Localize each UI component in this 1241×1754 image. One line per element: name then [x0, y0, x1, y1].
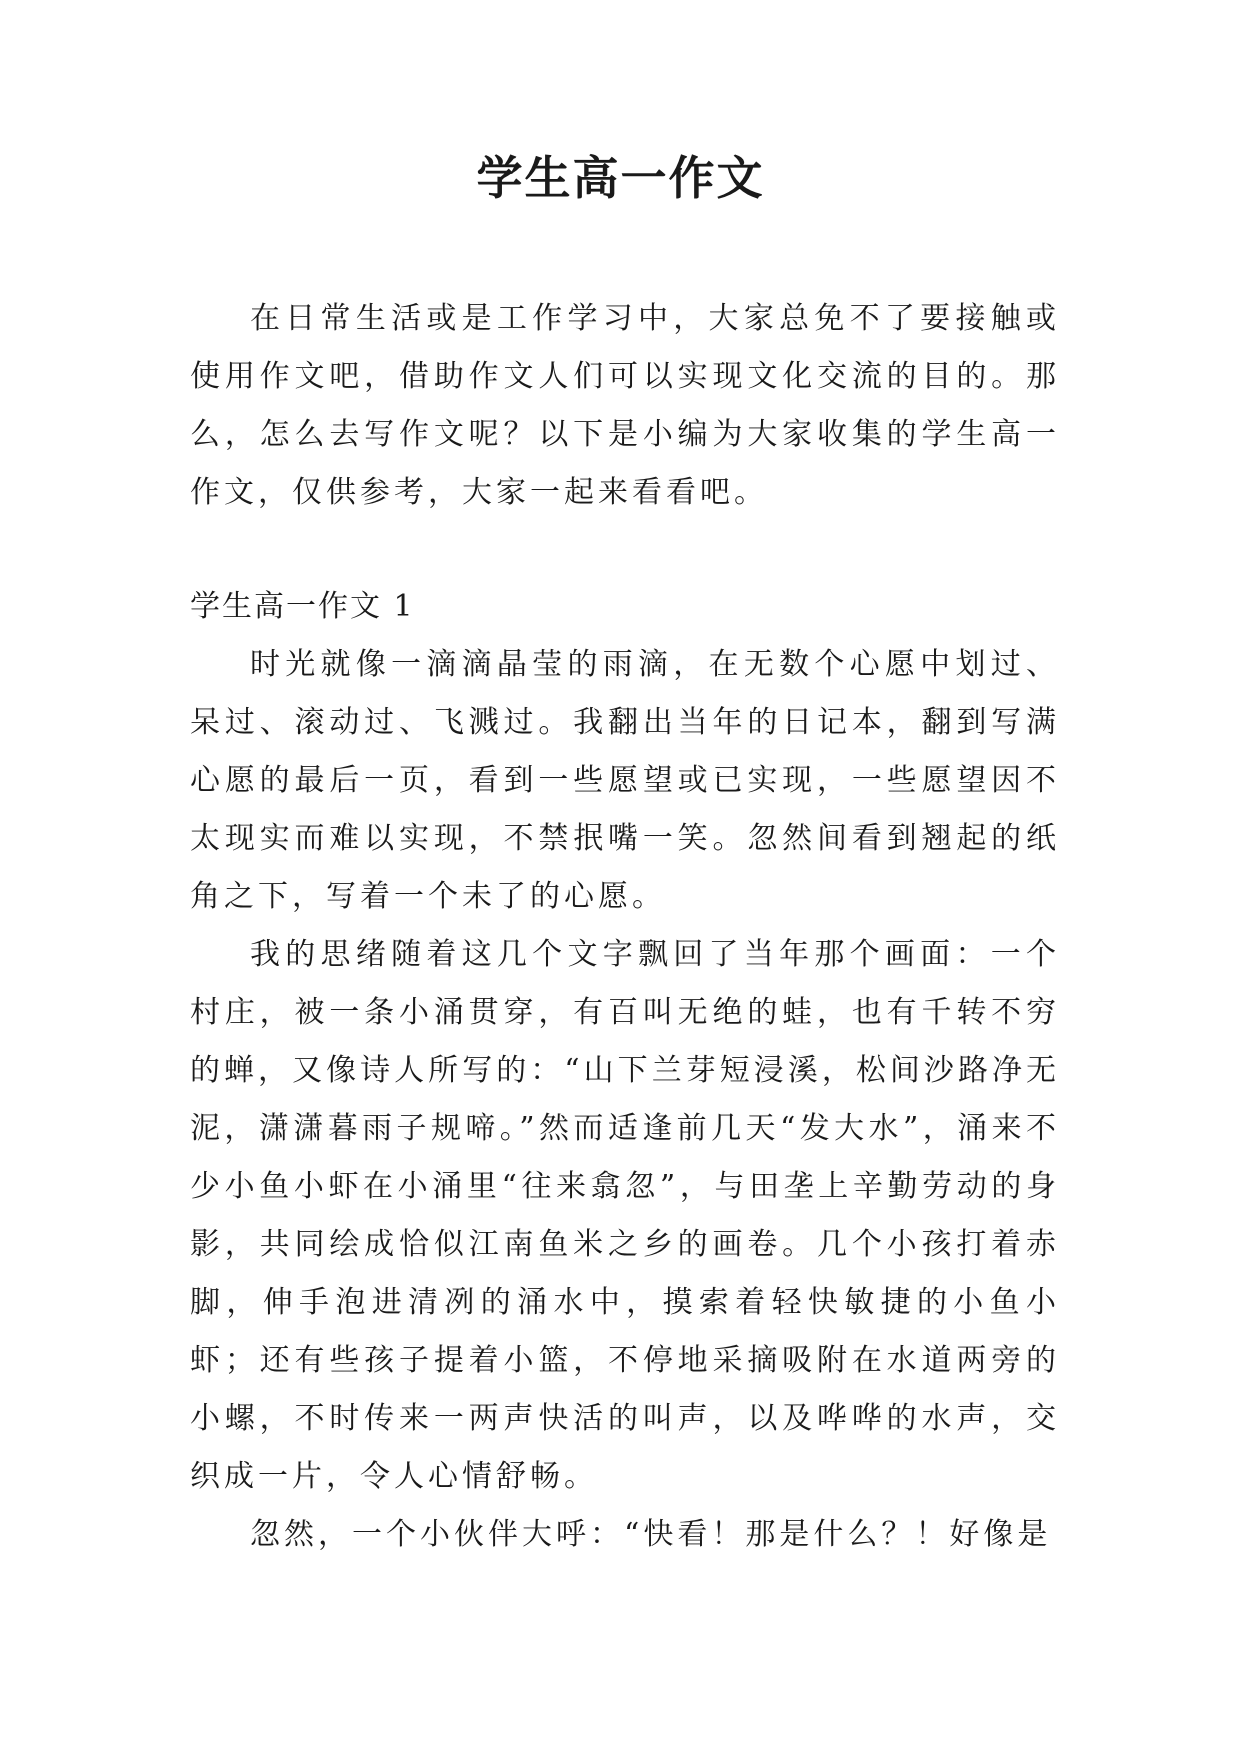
body-paragraph-2: 我的思绪随着这几个文字飘回了当年那个画面：一个村庄，被一条小涌贯穿，有百叫无绝的蛙，也有千转不穷的蝉，又像诗人所写的：“山下兰芽短浸溪，松间沙路净无泥，潇潇暮雨子规啼。”然而适逢前几天“发大水”，涌来不少小鱼小虾在小涌里“往来翕忽”，与田垄上辛勤劳动的身影，共同绘成恰似江南鱼米之乡的画卷。几个小孩打着赤脚，伸手泡进清冽的涌水中，摸索着轻快敏捷的小鱼小虾；还有些孩子提着小篮，不停地采摘吸附在水道两旁的小螺，不时传来一两声快活的叫声，以及哗哗的水声，交织成一片，令人心情舒畅。 — [190, 937, 1060, 1494]
section-heading: 学生高一作文 1 — [190, 589, 415, 624]
intro-paragraph: 在日常生活或是工作学习中，大家总免不了要接触或使用作文吧，借助作文人们可以实现文化交流的目的。那么，怎么去写作文呢？以下是小编为大家收集的学生高一作文，仅供参考，大家一起来看看吧。 — [190, 301, 1060, 510]
document-body — [190, 290, 1060, 1564]
body-paragraph-1: 时光就像一滴滴晶莹的雨滴，在无数个心愿中划过、呆过、滚动过、飞溅过。我翻出当年的日记本，翻到写满心愿的最后一页，看到一些愿望或已实现，一些愿望因不太现实而难以实现，不禁抿嘴一笑。忽然间看到翘起的纸角之下，写着一个未了的心愿。 — [190, 647, 1060, 914]
document-title: 学生高一作文 — [476, 151, 765, 205]
body-paragraph-3: 忽然，一个小伙伴大呼：“快看！那是什么？！好像是 — [250, 1517, 1052, 1552]
